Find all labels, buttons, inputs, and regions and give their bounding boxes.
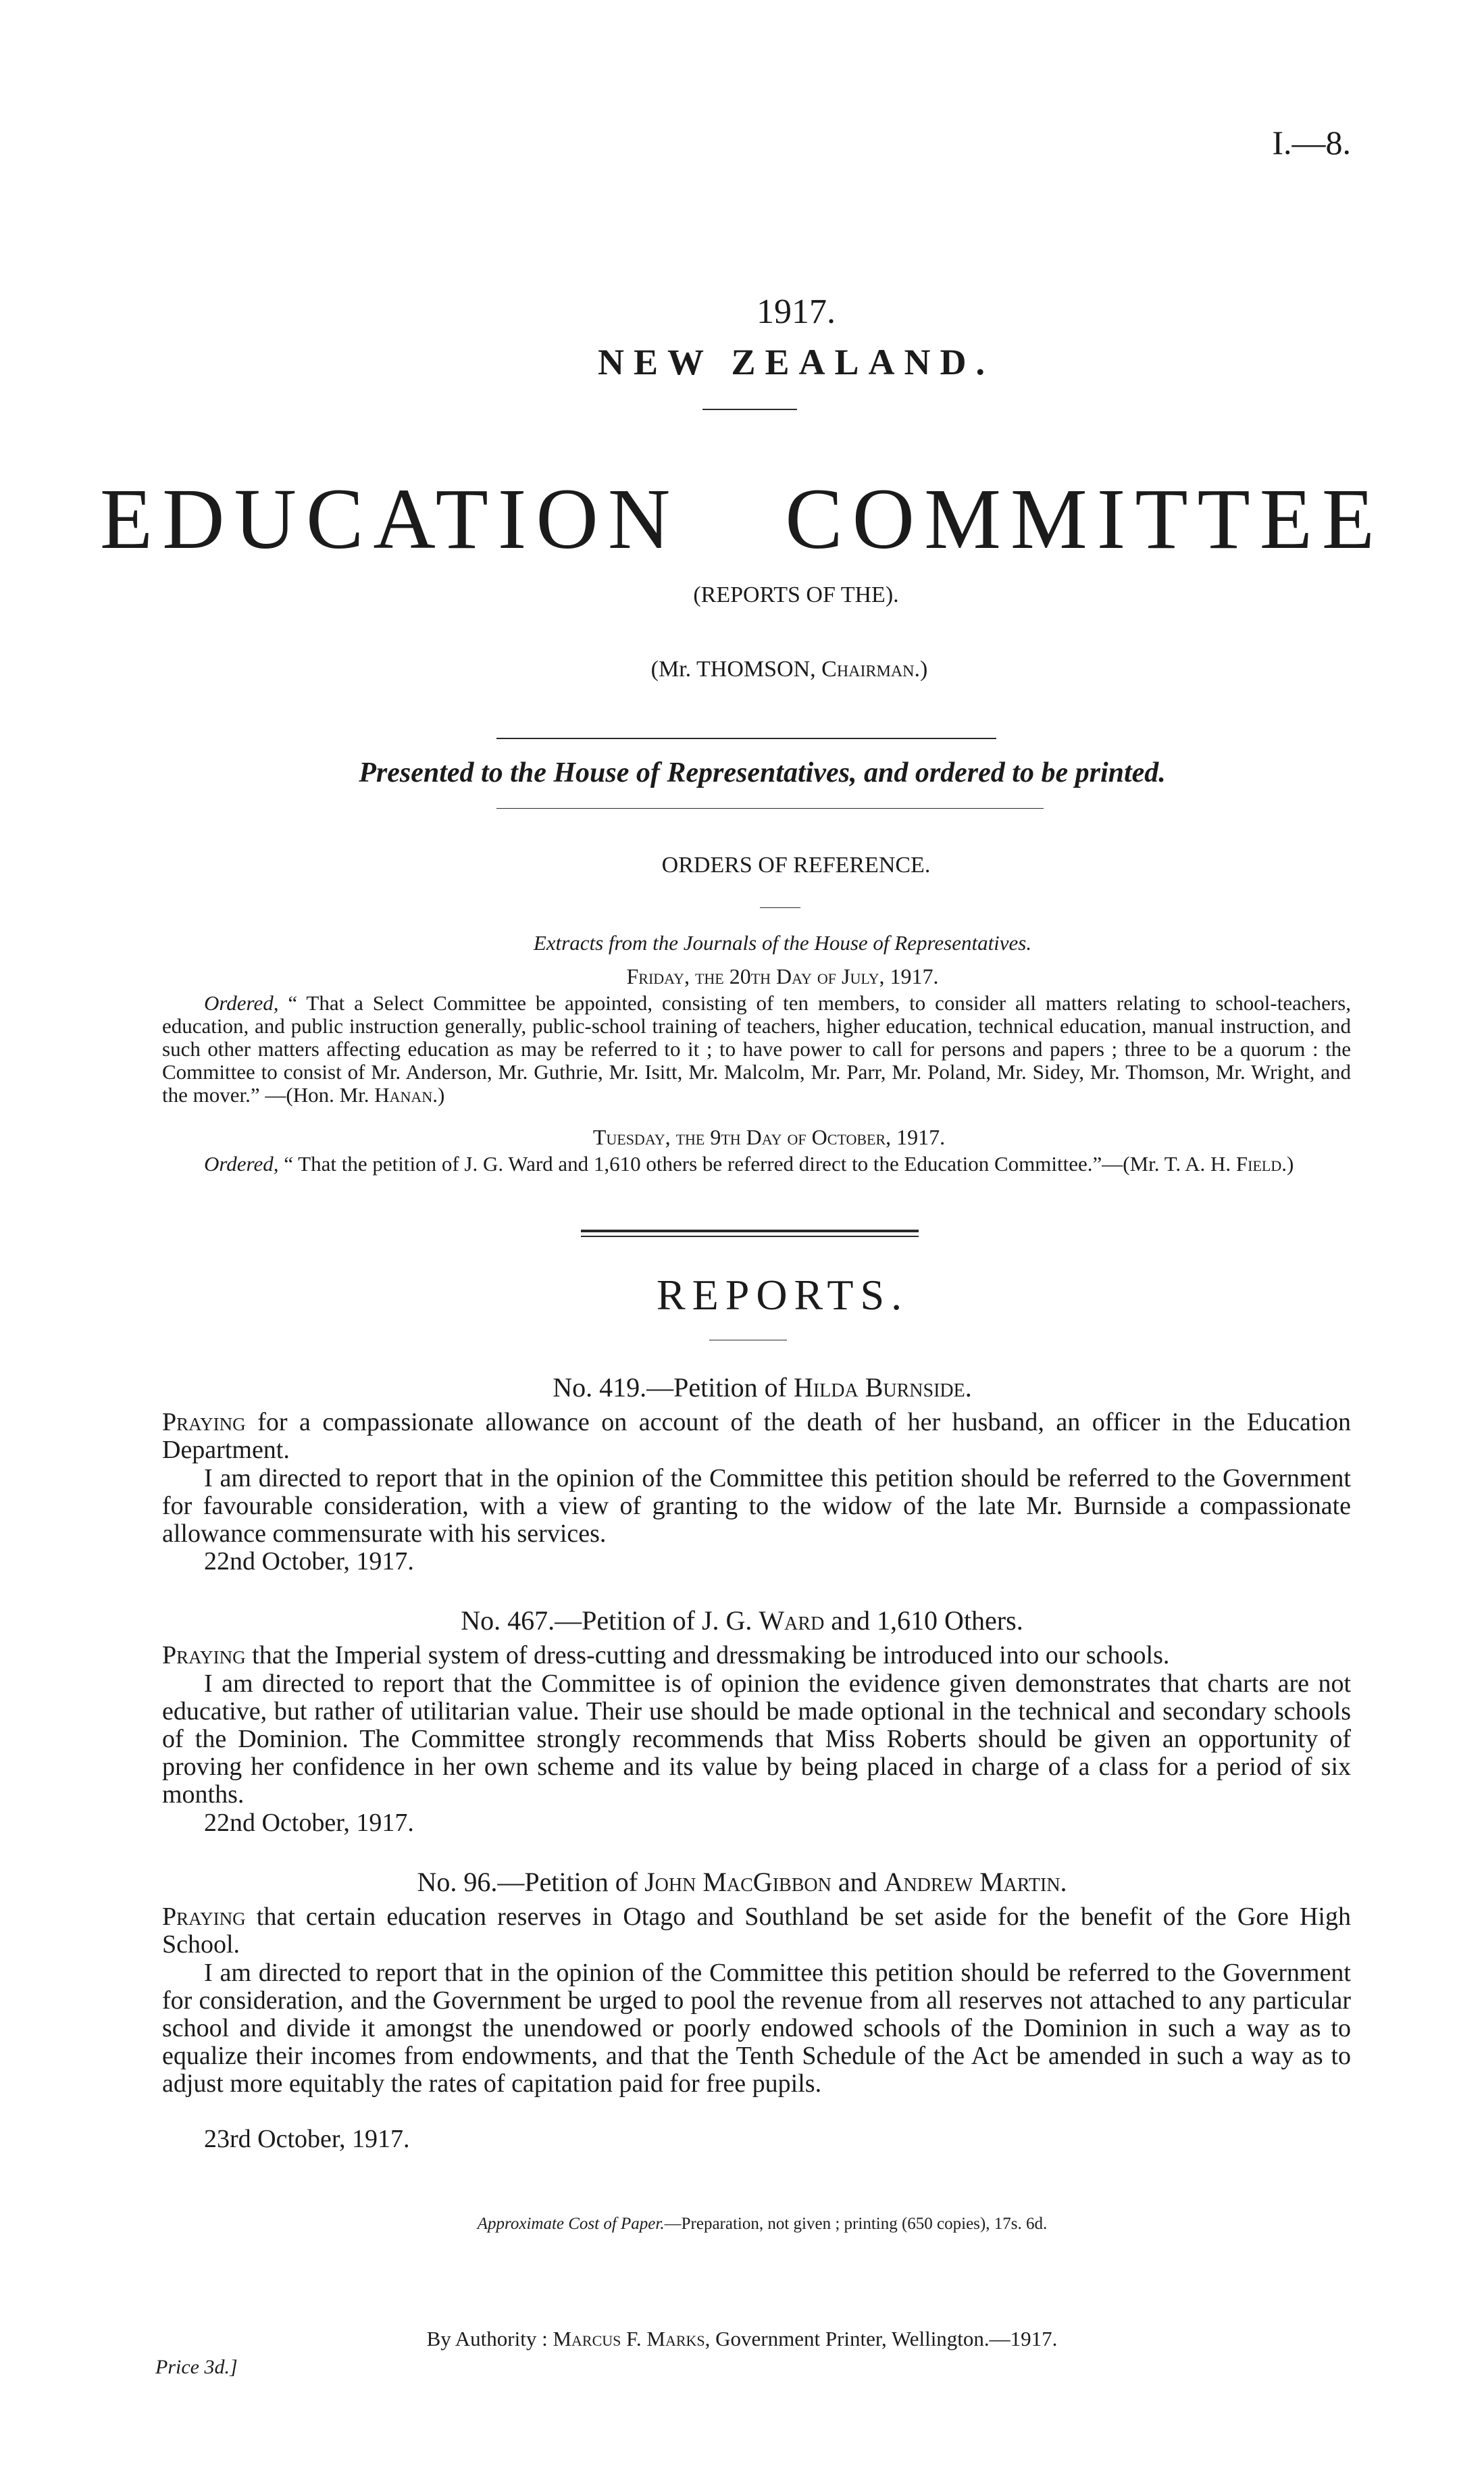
order-paragraph-1 [162,992,1351,1107]
chairman-suffix: .) [914,657,928,682]
section-double-rule-top [581,1230,919,1232]
report-heading-467 [0,1605,1484,1636]
ordered-label-2: Ordered, [204,1152,279,1176]
chairman-rule [496,738,996,739]
praying-label: Praying [162,1408,246,1436]
report-paragraph-467: I am directed to report that the Committee is of opinion the evidence given demonstrates that charts are not educative, but rather of utilitarian value. Their use should be made optional in the technical and secondary schools of the Dominion. The Committee strongly recommends that Miss Roberts should be given an opportunity of proving her confidence in her own scheme and its value by being placed in charge of a class for a period of six months. [162,1669,1351,1809]
chairman-role: Chairman [821,657,915,682]
order-paragraph-2 [162,1153,1351,1176]
praying-text: for a compassionate allowance on account of the death of her husband, an officer in the Education Department. [162,1408,1351,1464]
authority-suffix: , Government Printer, Wellington.—1917. [705,2327,1058,2350]
header-rule [702,409,797,410]
presented-line: Presented to the House of Representatives, and ordered to be printed. [359,757,1166,788]
year: 1917. [757,293,836,331]
praying-paragraph-96 [162,1903,1351,1959]
ordered-text-2: “ That the petition of J. G. Ward and 1,610 others be referred direct to the Education Committee.”—(Mr. T. A. H. [278,1152,1236,1176]
petitioner-name: Ward [759,1605,825,1636]
country: NEW ZEALAND. [597,342,995,382]
ordered-text-1: “ That a Select Committee be appointed, consisting of ten members, to consider all matters relating to school-teachers, education, and public instruction generally, public-school training of teachers, higher education, technical education, manual instruction, and such other matters affecting education as may be referred to it ; to have power to call for persons and papers ; three to be a quorum : the Committee to consist of Mr. Anderson, Mr. Guthrie, Mr. Isitt, Mr. Malcolm, Mr. Parr, Mr. Poland, Mr. Sidey, Mr. Thomson, Mr. Wright, and the mover.” —(Hon. Mr. [162,991,1351,1107]
orders-rule [760,907,800,908]
ordered-mover-2: Field [1235,1152,1282,1176]
praying-text: that the Imperial system of dress-cutting and dressmaking be introduced into our schools. [245,1641,1170,1669]
order-date-2: Tuesday, the 9th Day of October, 1917. [592,1125,946,1149]
report-heading-suffix: and 1,610 Others. [824,1605,1023,1636]
praying-label: Praying [162,1641,246,1669]
cost-text: —Preparation, not given ; printing (650 copies), 17s. 6d. [664,2215,1048,2233]
authority-line [0,2327,1484,2351]
authority-prefix: By Authority : [426,2327,553,2350]
petitioner-name: Hilda Burnside [793,1372,965,1403]
document-subtitle: (REPORTS OF THE). [693,582,899,607]
report-date-467: 22nd October, 1917. [204,1809,414,1837]
petitioner-name-2: Andrew Martin [884,1867,1060,1897]
ordered-end-2: .) [1281,1152,1294,1176]
report-paragraph-96: I am directed to report that in the opinion of the Committee this petition should be referred to the Government for consideration, and the Government be urged to pool the revenue from all reserves not attached to any particular school and divide it amongst the unendowed or poorly endowed schools of the Dominion in such a way as to equalize their incomes from endowments, and that the Tenth Schedule of the Act be amended in such a way as to adjust more equitably the rates of capitation paid for free pupils. [162,1959,1351,2098]
ordered-end-1: .) [432,1083,445,1107]
ordered-label-1: Ordered, [204,991,279,1015]
document-title: EDUCATION COMMITTEE [99,471,1385,567]
section-double-rule-bottom [581,1236,919,1237]
report-date-419: 22nd October, 1917. [204,1547,414,1576]
printer-name: Marcus F. Marks [553,2327,705,2350]
report-heading-prefix: No. 96.—Petition of [417,1867,645,1897]
presented-rule [496,808,1044,809]
petitioner-name: John MacGibbon [644,1867,831,1897]
ordered-mover-1: Hanan [374,1083,433,1107]
report-heading-suffix: . [965,1372,972,1403]
cost-label: Approximate Cost of Paper. [477,2215,665,2233]
report-heading-mid: and [831,1867,884,1897]
praying-label: Praying [162,1903,246,1931]
reports-heading: REPORTS. [656,1271,909,1319]
report-heading-419 [20,1372,1484,1403]
chairman-prefix: (Mr. THOMSON, [650,657,822,682]
order-date-1: Friday, the 20th Day of July, 1917. [626,964,939,988]
report-heading-prefix: No. 467.—Petition of J. G. [461,1605,759,1636]
extracts-line: Extracts from the Journals of the House of Representatives. [533,931,1032,955]
paper-number: I.—8. [1272,124,1351,161]
praying-paragraph-419 [162,1409,1351,1464]
orders-heading: ORDERS OF REFERENCE. [661,853,931,878]
praying-text: that certain education reserves in Otago and Southland be set aside for the benefit of the Gore High School. [162,1903,1351,1959]
report-paragraph-419: I am directed to report that in the opinion of the Committee this petition should be referred to the Government for favourable consideration, with a view of granting to the widow of the late Mr. Burnside a compassionate allowance commensurate with his services. [162,1464,1351,1548]
report-heading-96 [0,1866,1484,1898]
chairman-line [47,657,1484,682]
report-date-96: 23rd October, 1917. [204,2125,410,2153]
report-heading-suffix: . [1060,1867,1067,1897]
price-label: Price 3d.] [155,2356,238,2378]
cost-line [20,2215,1484,2234]
report-heading-prefix: No. 419.—Petition of [553,1372,794,1403]
praying-paragraph-467 [162,1642,1351,1669]
